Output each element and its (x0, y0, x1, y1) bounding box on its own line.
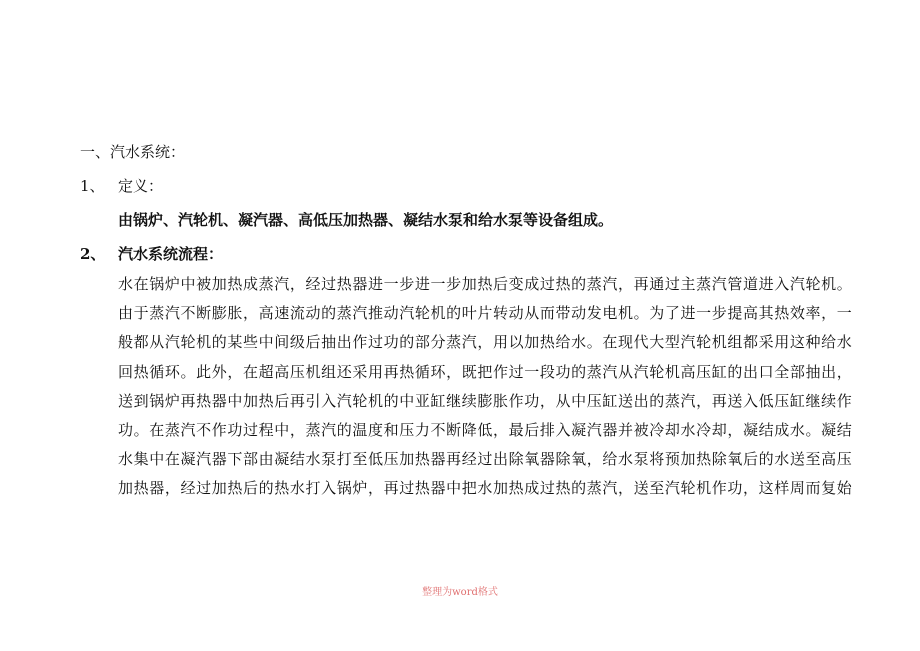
body-line: 由于蒸汽不断膨胀，高速流动的蒸汽推动汽轮机的叶片转动从而带动发电机。为了进一步提高其热效率，一 (118, 304, 852, 323)
section-heading: 一、汽水系统： (80, 143, 186, 161)
body-line: 回热循环。此外，在超高压机组还采用再热循环，既把作过一段功的蒸汽从汽轮机高压缸的出口全部抽出， (118, 362, 852, 381)
item-2-number: 2、 (80, 245, 106, 263)
item-1-number: 1、 (80, 177, 105, 195)
body-line: 送到锅炉再热器中加热后再引入汽轮机的中亚缸继续膨胀作功，从中压缸送出的蒸汽，再送入低压缸继续作 (118, 391, 852, 410)
item-2-body (118, 274, 852, 508)
body-line: 加热器，经过加热后的热水打入锅炉，再过热器中把水加热成过热的蒸汽，送至汽轮机作功，这样周而复始 (118, 479, 852, 498)
body-line: 水集中在凝汽器下部由凝结水泵打至低压加热器再经过出除氧器除氧，给水泵将预加热除氧后的水送至高压 (118, 450, 852, 469)
body-line: 般都从汽轮机的某些中间级后抽出作过功的部分蒸汽，用以加热给水。在现代大型汽轮机组都采用这种给水 (118, 333, 852, 352)
page-footer: 整理为word格式 (422, 587, 498, 598)
body-line: 水在锅炉中被加热成蒸汽，经过热器进一步进一步加热后变成过热的蒸汽，再通过主蒸汽管道进入汽轮机。 (118, 275, 852, 293)
item-1-content: 由锅炉、汽轮机、凝汽器、高低压加热器、凝结水泵和给水泵等设备组成。 (118, 211, 614, 229)
body-line: 功。在蒸汽不作功过程中，蒸汽的温度和压力不断降低，最后排入凝汽器并被冷却水冷却，凝结成水。凝结 (118, 420, 852, 439)
item-1-label: 定义： (118, 177, 164, 195)
item-2-label: 汽水系统流程： (118, 245, 224, 263)
